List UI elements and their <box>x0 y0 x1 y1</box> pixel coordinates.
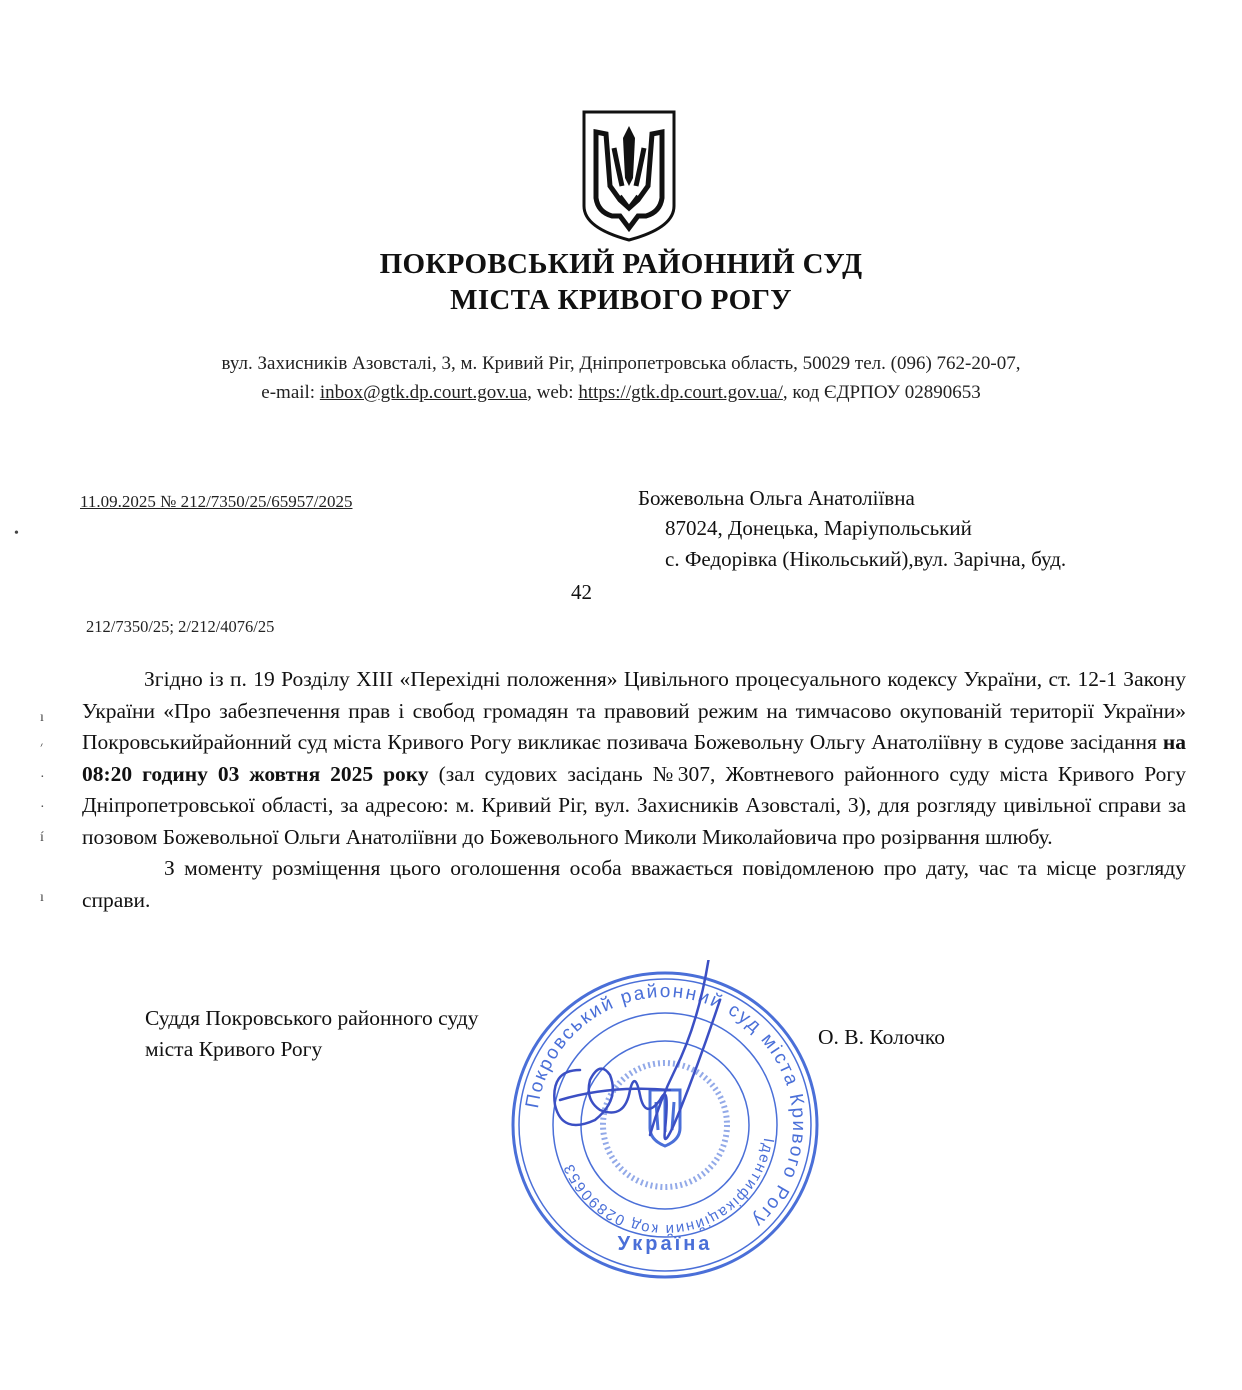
paragraph-1-text: Згідно із п. 19 Розділу XIII «Перехідні положення» Цивільного процесуального кодексу України, ст. 12-1 Закону України «Про забезпечення прав і свобод громадян та правовий режим на тимчасово окупованій території України» Покровськийрайонний суд міста Кривого Рогу викликає позивача Божевольну Ольгу Анатоліївну в судове засідання <box>82 667 1186 754</box>
website-link[interactable]: https://gtk.dp.court.gov.ua/ <box>578 382 783 403</box>
court-name-line1: ПОКРОВСЬКИЙ РАЙОННИЙ СУД <box>379 248 863 280</box>
recipient-name: Божевольна Ольга Анатоліївна <box>638 486 915 510</box>
scan-mark: · <box>40 800 45 815</box>
notice-body <box>82 664 1186 916</box>
scan-mark: ı <box>40 890 44 905</box>
recipient-address-line2: с. Федорівка (Нікольський),вул. Зарічна, буд. <box>665 547 1067 571</box>
scan-mark: ı <box>40 710 44 725</box>
house-number: 42 <box>571 580 592 604</box>
court-name-line2: МІСТА КРИВОГО РОГУ <box>450 284 792 316</box>
scan-mark: ׳ <box>40 740 44 755</box>
document-date-number: 11.09.2025 № 212/7350/25/65957/2025 <box>80 492 353 511</box>
stamp-outer-text: Покровський районний суд міста Кривого Рогу <box>522 980 810 1233</box>
edrpou-code: , код ЄДРПОУ 02890653 <box>782 382 981 403</box>
email-label: e-mail: <box>261 382 320 403</box>
paragraph-1-end: (зал судових засідань №307, Жовтневого районного суду міста Кривого Рогу Дніпропетровської області, за адресою: м. Кривий Ріг, вул. Захисників Азовсталі, 3), для розгляду цивільної справи за позовом Божевольної Ольги Анатоліївни до Божевольного Миколи Миколайовича про розірвання шлюбу. <box>82 761 1186 849</box>
court-contacts <box>0 382 1242 404</box>
case-numbers: 212/7350/25; 2/212/4076/25 <box>86 617 275 636</box>
notice-paragraph-2: З моменту розміщення цього оголошення особа вважається повідомленою про дату, час та місце розгляду справи. <box>82 856 1186 912</box>
judge-title <box>145 1003 479 1065</box>
stamp-inner-text: Ідентифікаційний код 02890653 <box>560 1136 778 1239</box>
court-address: вул. Захисників Азовсталі, 3, м. Кривий Ріг, Дніпропетровська область, 50029 тел. (096) 762-20-07, <box>221 353 1021 374</box>
coat-of-arms-icon <box>580 108 678 244</box>
recipient-address-line1: 87024, Донецька, Маріупольський <box>665 516 972 540</box>
email-link[interactable]: inbox@gtk.dp.court.gov.ua <box>319 382 528 403</box>
scan-mark: · <box>40 770 45 785</box>
court-stamp-seal <box>500 960 830 1290</box>
judge-title-line2: міста Кривого Рогу <box>145 1037 323 1061</box>
stamp-country: Україна <box>617 1233 713 1255</box>
web-label: , web: <box>527 382 579 403</box>
scan-mark: í <box>40 830 44 845</box>
notice-paragraph-1 <box>82 664 1186 853</box>
judge-name: О. В. Колочко <box>818 1025 945 1049</box>
scan-mark: • <box>14 526 19 541</box>
judge-title-line1: Суддя Покровського районного суду <box>145 1006 479 1030</box>
hearing-datetime: на 08:20 годину 03 жовтня 2025 року <box>82 730 1186 786</box>
